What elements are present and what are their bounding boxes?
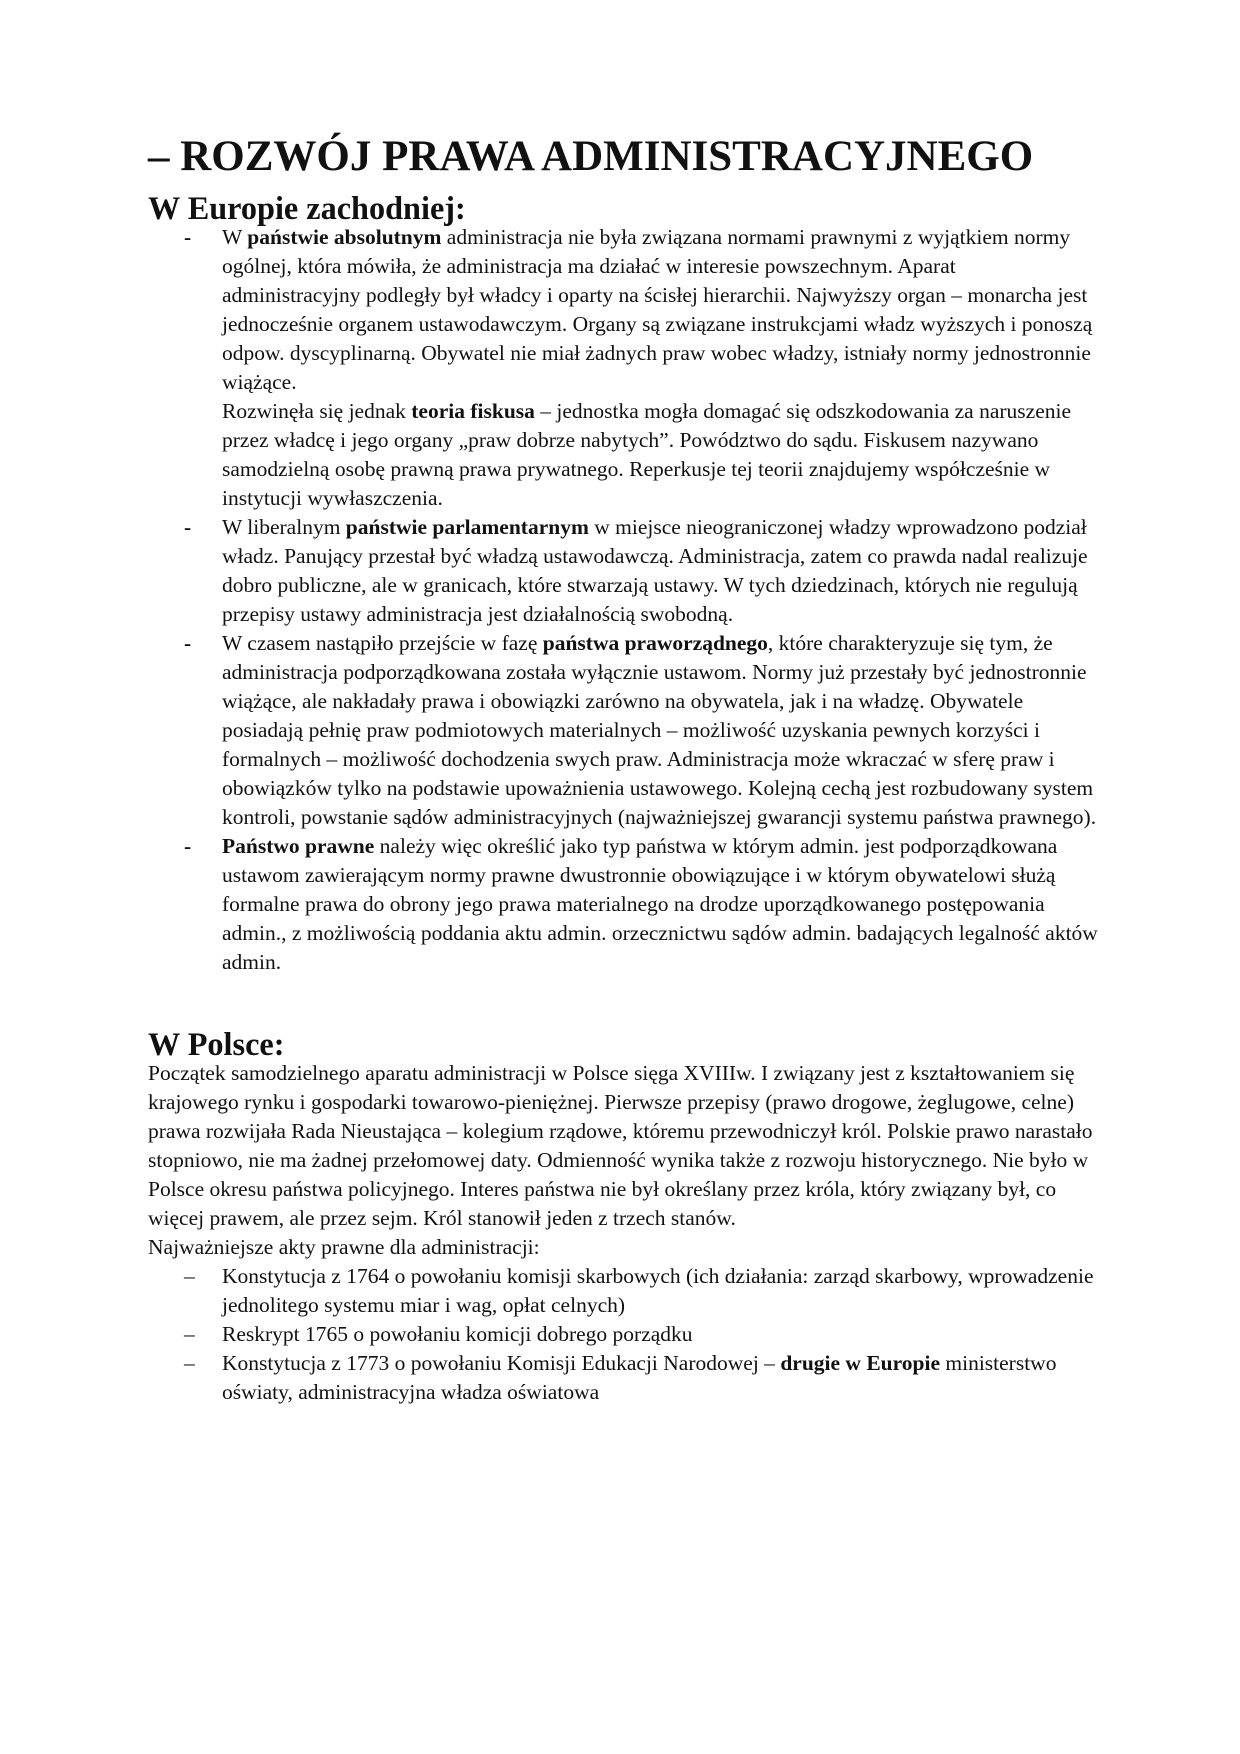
item-emphasis: Państwo prawne (222, 834, 375, 858)
dash-bullet: - (184, 834, 192, 858)
list-item-rule-of-law-state (148, 629, 1098, 832)
item-text: Rozwinęła się jednak (222, 399, 412, 423)
item-text: W liberalnym (222, 515, 346, 539)
item-text: , które charakteryzuje się tym, że administracja podporządkowana została wyłącznie ustawom. Normy już przestały być jednostronnie wiążące, ale nakładały prawa i obowiązki zarówno na obywatela, jak i na władzę. Obywatele posiadają pełnię praw podmiotowych materialnych – możliwość uzyskania pewnych korzyści i formalnych – możliwość dochodzenia swych praw. Administracja może wkraczać w sferę praw i obowiązków tylko na podstawie upoważnienia ustawowego. Kolejną cechą jest rozbudowany system kontroli, powstanie sądów administracyjnych (najważniejszej gwarancji systemu państwa prawnego). (222, 631, 1097, 829)
endash-bullet: – (184, 1264, 195, 1288)
item-text: administracja nie była związana normami prawnymi z wyjątkiem normy ogólnej, która mówiła, że administracja ma działać w interesie powszechnym. Aparat administracyjny podległy był władcy i oparty na ścisłej hierarchii. Najwyższy organ – monarcha jest jednocześnie organem ustawodawczym. Organy są związane instrukcjami władz wyższych i ponoszą odpow. dyscyplinarną. Obywatel nie miał żadnych praw wobec władzy, istniały normy jednostronnie wiążące. (222, 225, 1093, 394)
section-heading-poland: W Polsce: (148, 1026, 285, 1062)
europe-list (148, 223, 1098, 977)
dash-bullet: - (184, 225, 192, 249)
item-text: Reskrypt 1765 o powołaniu komicji dobrego porządku (222, 1322, 693, 1346)
dash-bullet: - (184, 631, 192, 655)
endash-bullet: – (184, 1322, 195, 1346)
list-item-act-1765 (148, 1320, 1098, 1349)
item-text: Konstytucja z 1764 o powołaniu komisji skarbowych (ich działania: zarząd skarbowy, wprowadzenie jednolitego systemu miar i wag, opłat celnych) (222, 1264, 1094, 1317)
list-item-parliamentary-state (148, 513, 1098, 629)
poland-paragraph: Początek samodzielnego aparatu administracji w Polsce sięga XVIIIw. I związany jest z kształtowaniem się krajowego rynku i gospodarki towarowo-pieniężnej. Pierwsze przepisy (prawo drogowe, żeglugowe, celne) prawa rozwijała Rada Nieustająca – kolegium rządowe, któremu przewodniczył król. Polskie prawo narastało stopniowo, nie ma żadnej przełomowej daty. Odmienność wynika także z rozwoju historycznego. Nie było w Polsce okresu państwa policyjnego. Interes państwa nie był określany przez króla, który związany był, co więcej prawem, ale przez sejm. Król stanowił jeden z trzech stanów. (148, 1061, 1093, 1230)
item-text: W czasem nastąpiło przejście w fazę (222, 631, 543, 655)
list-item-absolute-state (148, 223, 1098, 513)
item-text: Konstytucja z 1773 o powołaniu Komisji Edukacji Narodowej – (222, 1351, 781, 1375)
item-emphasis: państwie parlamentarnym (345, 515, 589, 539)
item-emphasis: drugie w Europie (780, 1351, 940, 1375)
list-item-act-1764 (148, 1262, 1098, 1320)
item-emphasis: państwa praworządnego (542, 631, 768, 655)
section-heading-europe: W Europie zachodniej: (148, 190, 466, 226)
endash-bullet: – (184, 1351, 195, 1375)
item-text: należy więc określić jako typ państwa w którym admin. jest podporządkowana ustawom zawierającym normy prawne dwustronnie obowiązujące i w którym obywatelowi służą formalne prawa do obrony jego prawa materialnego na drodze uporządkowanego postępowania admin., z możliwością poddania aktu admin. orzecznictwu sądów admin. badających legalność aktów admin. (222, 834, 1098, 974)
document-title: – ROZWÓJ PRAWA ADMINISTRACYJNEGO (148, 133, 1034, 180)
list-item-act-1773 (148, 1349, 1098, 1407)
acts-list (148, 1262, 1098, 1407)
acts-intro: Najważniejsze akty prawne dla administracji: (148, 1235, 540, 1259)
item-text: W (222, 225, 248, 249)
item-text: w miejsce nieograniczonej władzy wprowadzono podział władz. Panujący przestał być władzą ustawodawczą. Administracja, zatem co prawda nadal realizuje dobro publiczne, ale w granicach, które stwarzają ustawy. W tych dziedzinach, których nie regulują przepisy ustawy administracja jest działalnością swobodną. (222, 515, 1088, 626)
dash-bullet: - (184, 515, 192, 539)
item-text: – jednostka mogła domagać się odszkodowania za naruszenie przez władcę i jego organy „praw dobrze nabytych”. Powództwo do sądu. Fiskusem nazywano samodzielną osobę prawną prawa prywatnego. Reperkusje tej teorii znajdujemy współcześnie w instytucji wywłaszczenia. (222, 399, 1072, 510)
item-emphasis: teoria fiskusa (411, 399, 535, 423)
document-page (148, 133, 1098, 1407)
item-text: ministerstwo oświaty, administracyjna władza oświatowa (222, 1351, 1057, 1404)
item-emphasis: państwie absolutnym (247, 225, 442, 249)
list-item-legal-state (148, 832, 1098, 977)
